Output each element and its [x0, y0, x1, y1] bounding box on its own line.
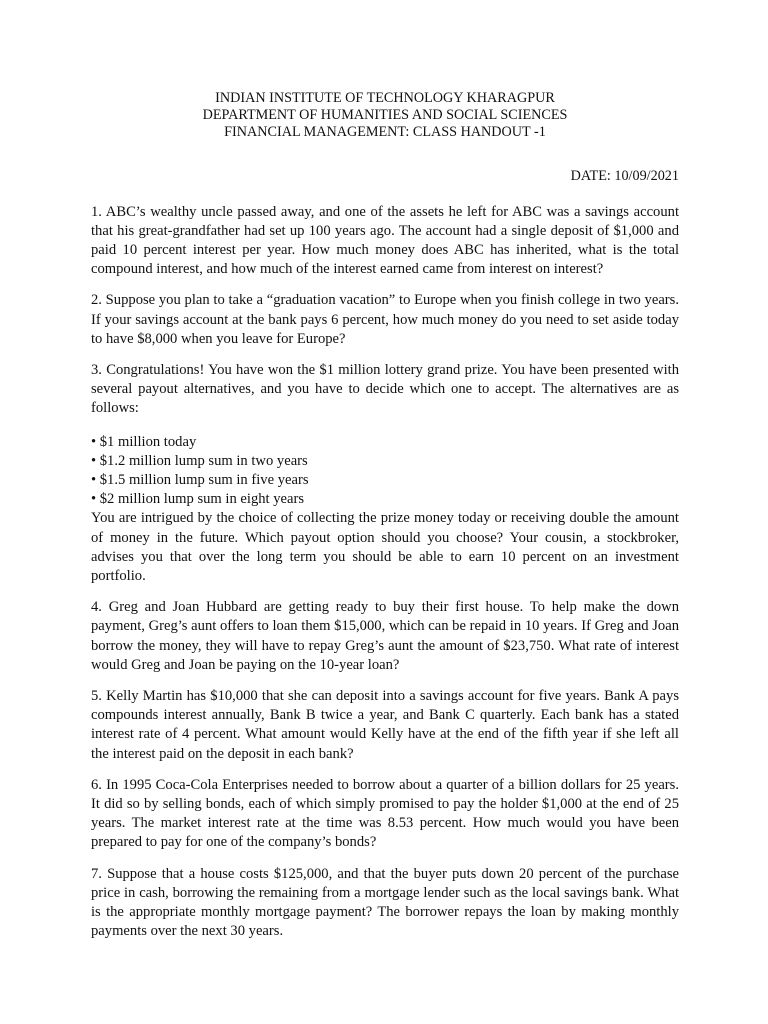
- handout-page: [91, 90, 679, 942]
- question-2: 2. Suppose you plan to take a “graduation vacation” to Europe when you finish college in two years. If your savings account at the bank pays 6 percent, how much money do you need to set aside today to have $8,000 when you leave for Europe?: [91, 292, 679, 347]
- question-1: 1. ABC’s wealthy uncle passed away, and one of the assets he left for ABC was a savings account that his great-grandfather had set up 100 years ago. The account had a single deposit of $1,000 and paid 10 percent interest per year. How much money does ABC has inherited, what is the total compound interest, and how much of the interest earned came from interest on interest?: [91, 203, 679, 278]
- payout-option: • $2 million lump sum in eight years: [91, 491, 305, 508]
- handout-date: DATE: 10/09/2021: [570, 168, 679, 185]
- payout-option: • $1 million today: [91, 433, 197, 450]
- document-header: [91, 90, 679, 140]
- question-4: 4. Greg and Joan Hubbard are getting ready to buy their first house. To help make the down payment, Greg’s aunt offers to loan them $15,000, which can be repaid in 10 years. If Greg and Joan borrow the money, they will have to repay Greg’s aunt the amount of $23,750. What rate of interest would Greg and Joan be paying on the 10-year loan?: [91, 599, 679, 673]
- payout-options-list: [91, 433, 679, 510]
- question-7: 7. Suppose that a house costs $125,000, and that the buyer puts down 20 percent of the purchase price in cash, borrowing the remaining from a mortgage lender such as the local savings bank. What is the appropriate monthly mortgage payment? The borrower repays the loan by making monthly payments over the next 30 years.: [91, 865, 679, 940]
- payout-option: • $1.5 million lump sum in five years: [91, 472, 309, 489]
- question-5: 5. Kelly Martin has $10,000 that she can deposit into a savings account for five years. Bank A pays compounds interest annually, Bank B twice a year, and Bank C quarterly. Each bank has a stated interest rate of 4 percent. What amount would Kelly have at the end of the fifth year if she left all the interest paid on the deposit in each bank?: [91, 688, 679, 762]
- question-3: 3. Congratulations! You have won the $1 million lottery grand prize. You have been presented with several payout alternatives, and you have to decide which one to accept. The alternatives are as follows:: [91, 362, 679, 417]
- question-6: 6. In 1995 Coca-Cola Enterprises needed to borrow about a quarter of a billion dollars for 25 years. It did so by selling bonds, each of which simply promised to pay the holder $1,000 at the end of 25 years. The market interest rate at the time was 8.53 percent. How much would you have been prepared to pay for one of the company’s bonds?: [91, 776, 679, 851]
- question-3-followup: You are intrigued by the choice of collecting the prize money today or receiving double the amount of money in the future. Which payout option should you choose? Your cousin, a stockbroker, advises you that over the long term you should be able to earn 10 percent on an investment portfolio.: [91, 510, 679, 585]
- institute-name: INDIAN INSTITUTE OF TECHNOLOGY KHARAGPUR: [215, 90, 555, 106]
- department-name: DEPARTMENT OF HUMANITIES AND SOCIAL SCIENCES: [202, 106, 568, 123]
- course-title: FINANCIAL MANAGEMENT: CLASS HANDOUT -1: [224, 123, 546, 140]
- payout-option: • $1.2 million lump sum in two years: [91, 452, 308, 469]
